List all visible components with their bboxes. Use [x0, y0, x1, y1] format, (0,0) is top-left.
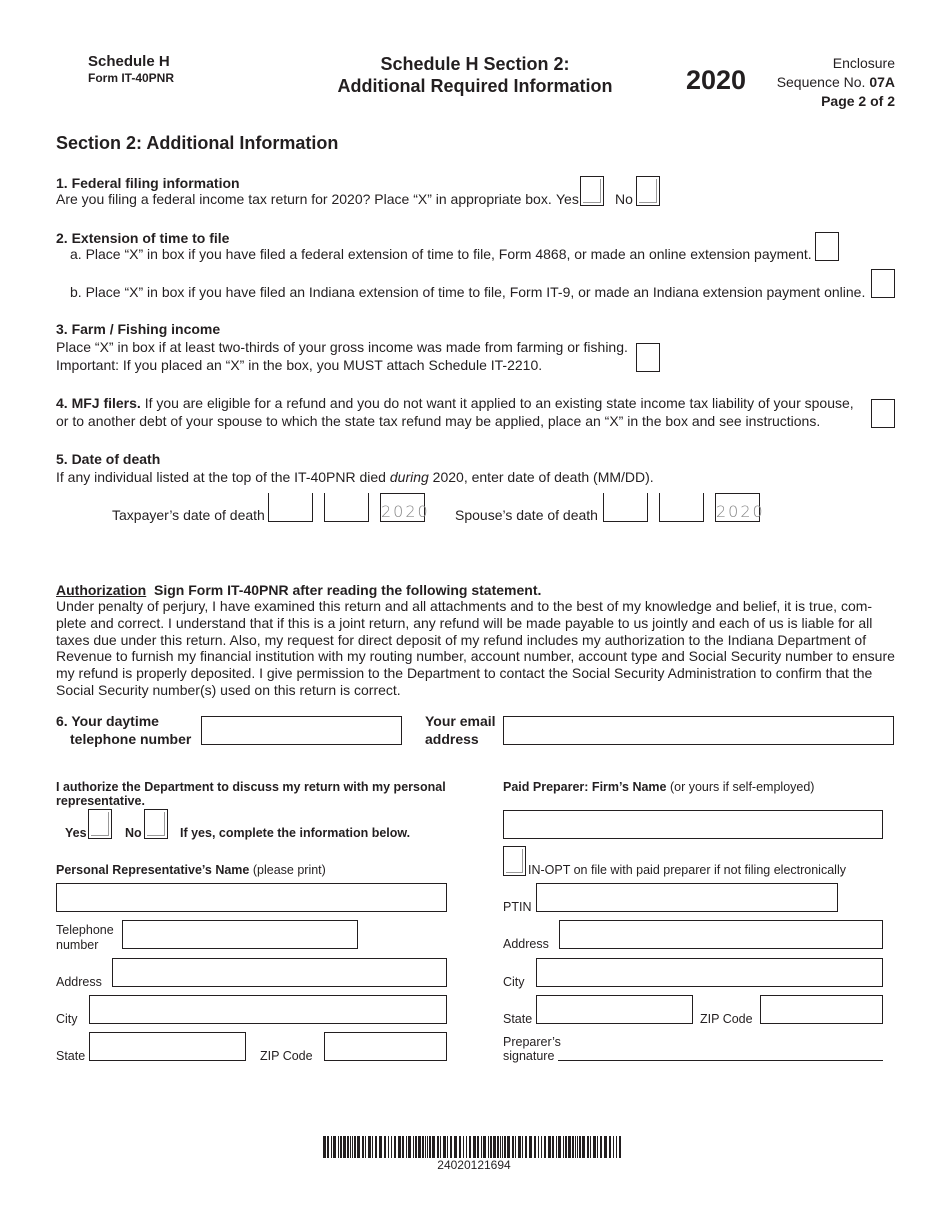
barcode-bar — [391, 1136, 392, 1158]
rep-name-label-bold: Personal Representative’s Name — [56, 863, 250, 877]
barcode-bar — [544, 1136, 546, 1158]
q2-title: 2. Extension of time to file — [56, 230, 230, 246]
barcode-bar — [558, 1136, 561, 1158]
barcode-bar — [473, 1136, 476, 1158]
preparer-signature-line[interactable] — [558, 1060, 883, 1061]
firm-name-label — [503, 780, 814, 794]
taxpayer-death-label: Taxpayer’s date of death — [112, 507, 265, 523]
phone-input[interactable] — [201, 716, 402, 745]
enclosure-block — [777, 54, 895, 111]
preparer-signature-label-2: signature — [503, 1049, 555, 1063]
title-line-1: Schedule H Section 2: — [380, 54, 570, 74]
firm-name-hint: (or yours if self-employed) — [666, 780, 815, 794]
rep-telephone-label — [56, 923, 114, 953]
barcode-bar — [331, 1136, 332, 1158]
barcode-bar — [450, 1136, 452, 1158]
authorize-rep-line-1: I authorize the Department to discuss my return with my personal — [56, 780, 446, 794]
barcode-bar — [597, 1136, 598, 1158]
barcode-bar — [563, 1136, 564, 1158]
preparer-city-label: City — [503, 975, 525, 989]
barcode-bar — [600, 1136, 602, 1158]
barcode-bar — [406, 1136, 407, 1158]
barcode-bar — [500, 1136, 501, 1158]
authorize-rep-line-2: representative. — [56, 794, 145, 808]
email-label — [425, 712, 496, 748]
q4-text-2: or to another debt of your spouse to which the state tax refund may be applied, place an “X” in the box and see instructions. — [56, 413, 821, 429]
barcode-bar — [379, 1136, 382, 1158]
rep-telephone-input[interactable] — [122, 920, 358, 949]
barcode-bar — [394, 1136, 396, 1158]
barcode-bar — [568, 1136, 571, 1158]
phone-label-2: telephone number — [70, 731, 192, 747]
authorization-line: plete and correct. I understand that if this is a joint return, any refund will be made payable to us jointly and each of us is liable for all — [56, 614, 873, 631]
rep-city-input[interactable] — [89, 995, 447, 1024]
barcode-bar — [440, 1136, 441, 1158]
email-label-1: Your email — [425, 713, 496, 729]
spouse-death-month[interactable] — [603, 493, 648, 522]
barcode-bar — [504, 1136, 506, 1158]
section-title: Section 2: Additional Information — [56, 133, 339, 153]
barcode-bar — [538, 1136, 539, 1158]
barcode-bar — [338, 1136, 339, 1158]
barcode-bar — [323, 1136, 326, 1158]
barcode-bar — [548, 1136, 551, 1158]
sequence-line — [777, 73, 895, 92]
q1-text: Are you filing a federal income tax return for 2020? Place “X” in appropriate box. — [56, 191, 552, 207]
preparer-signature-label — [503, 1035, 561, 1063]
q3-checkbox[interactable] — [636, 343, 660, 372]
authorization-line: my refund is properly deposited. I give permission to the Department to contact the Social Security Administration to confirm that the — [56, 665, 873, 682]
barcode-bar — [384, 1136, 386, 1158]
barcode-bar — [429, 1136, 431, 1158]
taxpayer-death-day[interactable] — [324, 493, 369, 522]
inopt-checkbox[interactable] — [503, 846, 526, 876]
title-line-2: Additional Required Information — [337, 76, 613, 96]
barcode-bar — [525, 1136, 527, 1158]
form-label: Form IT-40PNR — [88, 71, 175, 85]
q5-text-pre: If any individual listed at the top of the IT-40PNR died — [56, 469, 390, 485]
barcode-bar — [368, 1136, 371, 1158]
q1-no-checkbox[interactable] — [636, 176, 660, 206]
barcode — [323, 1136, 625, 1158]
q2a-text: a. Place “X” in box if you have filed a federal extension of time to file, Form 4868, or made an online extension payment. — [70, 246, 812, 262]
ptin-label: PTIN — [503, 900, 532, 914]
barcode-bar — [466, 1136, 467, 1158]
barcode-bar — [593, 1136, 596, 1158]
rep-no-label: No — [125, 826, 142, 840]
barcode-bar — [454, 1136, 457, 1158]
page-number: Page 2 of 2 — [821, 93, 895, 109]
barcode-bar — [512, 1136, 514, 1158]
barcode-bar — [493, 1136, 496, 1158]
sequence-number: 07A — [869, 74, 895, 90]
barcode-bar — [333, 1136, 336, 1158]
preparer-signature-label-1: Preparer’s — [503, 1035, 561, 1049]
barcode-bar — [437, 1136, 439, 1158]
preparer-address-label: Address — [503, 937, 549, 951]
authorization-heading: Authorization — [56, 582, 147, 598]
barcode-bar — [388, 1136, 389, 1158]
authorization-header — [56, 582, 541, 598]
q3-important: Important: If you placed an “X” in the box, you MUST attach Schedule IT-2210. — [56, 357, 543, 373]
schedule-label: Schedule H — [88, 53, 170, 70]
phone-label — [56, 712, 191, 748]
barcode-bar — [459, 1136, 461, 1158]
rep-city-label: City — [56, 1012, 78, 1026]
q3-title: 3. Farm / Fishing income — [56, 321, 221, 337]
barcode-bar — [413, 1136, 414, 1158]
q2b-checkbox[interactable] — [871, 269, 895, 298]
barcode-bar — [534, 1136, 536, 1158]
barcode-bar — [463, 1136, 464, 1158]
barcode-number: 24020121694 — [437, 1158, 511, 1172]
q5-title: 5. Date of death — [56, 451, 161, 467]
q3-text: Place “X” in box if at least two-thirds of your gross income was made from farming or fishing. — [56, 339, 628, 355]
spouse-death-year: 2020 — [715, 493, 760, 522]
enclosure-label: Enclosure — [832, 55, 895, 71]
preparer-state-input[interactable] — [536, 995, 693, 1024]
barcode-bar — [518, 1136, 521, 1158]
barcode-bar — [582, 1136, 585, 1158]
barcode-bar — [490, 1136, 492, 1158]
email-label-2: address — [425, 731, 479, 747]
barcode-bar — [488, 1136, 489, 1158]
barcode-bar — [365, 1136, 366, 1158]
barcode-bar — [577, 1136, 578, 1158]
barcode-bar — [327, 1136, 329, 1158]
preparer-city-input[interactable] — [536, 958, 883, 987]
barcode-bar — [497, 1136, 499, 1158]
tax-year: 2020 — [686, 65, 747, 95]
rep-telephone-label-1: Telephone — [56, 923, 114, 937]
barcode-bar — [398, 1136, 401, 1158]
barcode-bar — [609, 1136, 611, 1158]
q1-no-label: No — [615, 191, 633, 207]
rep-name-hint: (please print) — [249, 863, 326, 877]
barcode-bar — [616, 1136, 617, 1158]
preparer-state-label: State — [503, 1012, 533, 1026]
authorization-line: Revenue to furnish my financial institution with my routing number, account number, account type and Social Security number to ensure — [56, 648, 895, 665]
q4-text-line-1 — [56, 395, 854, 411]
barcode-bar — [343, 1136, 346, 1158]
barcode-bar — [422, 1136, 424, 1158]
q1-yes-label: Yes — [556, 191, 579, 207]
firm-name-input[interactable] — [503, 810, 883, 839]
rep-no-checkbox[interactable] — [144, 809, 168, 839]
barcode-bar — [427, 1136, 428, 1158]
barcode-bar — [425, 1136, 426, 1158]
q2a-checkbox[interactable] — [815, 232, 839, 261]
preparer-zip-input[interactable] — [760, 995, 883, 1024]
phone-label-1: 6. Your daytime — [56, 713, 159, 729]
barcode-bar — [481, 1136, 482, 1158]
preparer-zip-label: ZIP Code — [700, 1012, 753, 1026]
barcode-bar — [340, 1136, 342, 1158]
email-input[interactable] — [503, 716, 894, 745]
authorization-line: taxes due under this return. Also, my request for direct deposit of my refund includes my authorization to the Indiana Department of — [56, 631, 867, 648]
barcode-bar — [587, 1136, 589, 1158]
sequence-label: Sequence No. — [776, 74, 866, 90]
barcode-bar — [402, 1136, 404, 1158]
barcode-bar — [522, 1136, 523, 1158]
rep-address-input[interactable] — [112, 958, 447, 987]
rep-name-label — [56, 863, 326, 877]
page-title — [320, 53, 630, 97]
barcode-bar — [418, 1136, 421, 1158]
barcode-bar — [477, 1136, 479, 1158]
barcode-bar — [469, 1136, 471, 1158]
rep-zip-label: ZIP Code — [260, 1049, 313, 1063]
barcode-bar — [575, 1136, 576, 1158]
barcode-bar — [483, 1136, 486, 1158]
preparer-address-input[interactable] — [559, 920, 883, 949]
barcode-bar — [541, 1136, 542, 1158]
spouse-death-day[interactable] — [659, 493, 704, 522]
barcode-bar — [613, 1136, 614, 1158]
barcode-bar — [347, 1136, 349, 1158]
q2b-text: b. Place “X” in box if you have filed an Indiana extension of time to file, Form IT-9, or made an Indiana extension payment online. — [70, 284, 866, 300]
barcode-bar — [515, 1136, 516, 1158]
rep-address-label: Address — [56, 975, 102, 989]
rep-state-label: State — [56, 1049, 86, 1063]
q5-text-em: during — [389, 469, 429, 485]
authorize-rep-text — [56, 780, 446, 808]
barcode-bar — [354, 1136, 356, 1158]
barcode-bar — [415, 1136, 417, 1158]
inopt-label: IN-OPT on file with paid preparer if not filing electronically — [528, 863, 846, 877]
taxpayer-death-year: 2020 — [380, 493, 425, 522]
barcode-bar — [604, 1136, 607, 1158]
barcode-bar — [408, 1136, 411, 1158]
firm-name-label-bold: Paid Preparer: Firm’s Name — [503, 780, 667, 794]
barcode-bar — [502, 1136, 503, 1158]
q4-title: 4. MFJ filers. — [56, 395, 141, 411]
barcode-bar — [507, 1136, 510, 1158]
barcode-bar — [443, 1136, 446, 1158]
barcode-bar — [352, 1136, 353, 1158]
barcode-bar — [572, 1136, 574, 1158]
barcode-bar — [590, 1136, 591, 1158]
barcode-bar — [619, 1136, 621, 1158]
q5-text-post: 2020, enter date of death (MM/DD). — [428, 469, 654, 485]
ptin-input[interactable] — [536, 883, 838, 912]
barcode-bar — [372, 1136, 373, 1158]
barcode-bar — [357, 1136, 360, 1158]
authorization-subheading: Sign Form IT-40PNR after reading the following statement. — [154, 582, 542, 598]
rep-state-input[interactable] — [89, 1032, 246, 1061]
authorization-line: Under penalty of perjury, I have examined this return and all attachments and to the best of my knowledge and belief, it is true, com- — [56, 598, 873, 614]
barcode-bar — [565, 1136, 567, 1158]
q1-yes-checkbox[interactable] — [580, 176, 604, 206]
rep-name-input[interactable] — [56, 883, 447, 912]
rep-yes-checkbox[interactable] — [88, 809, 112, 839]
barcode-bar — [362, 1136, 364, 1158]
barcode-bar — [350, 1136, 351, 1158]
spouse-death-label: Spouse’s date of death — [455, 507, 598, 523]
barcode-bar — [375, 1136, 377, 1158]
barcode-bar — [579, 1136, 581, 1158]
taxpayer-death-month[interactable] — [268, 493, 313, 522]
rep-yes-label: Yes — [65, 826, 87, 840]
barcode-bar — [432, 1136, 435, 1158]
rep-telephone-label-2: number — [56, 938, 99, 952]
authorization-statement — [56, 598, 895, 699]
rep-zip-input[interactable] — [324, 1032, 447, 1061]
barcode-bar — [447, 1136, 448, 1158]
q4-checkbox[interactable] — [871, 399, 895, 428]
barcode-bar — [529, 1136, 532, 1158]
q4-text-1: If you are eligible for a refund and you do not want it applied to an existing state income tax liability of your spouse, — [140, 395, 854, 411]
rep-if-yes-text: If yes, complete the information below. — [180, 826, 411, 840]
q1-title: 1. Federal filing information — [56, 175, 240, 191]
q5-text — [56, 469, 654, 485]
barcode-bar — [552, 1136, 554, 1158]
authorization-line: Social Security number(s) used on this return is correct. — [56, 681, 401, 698]
barcode-bar — [556, 1136, 557, 1158]
